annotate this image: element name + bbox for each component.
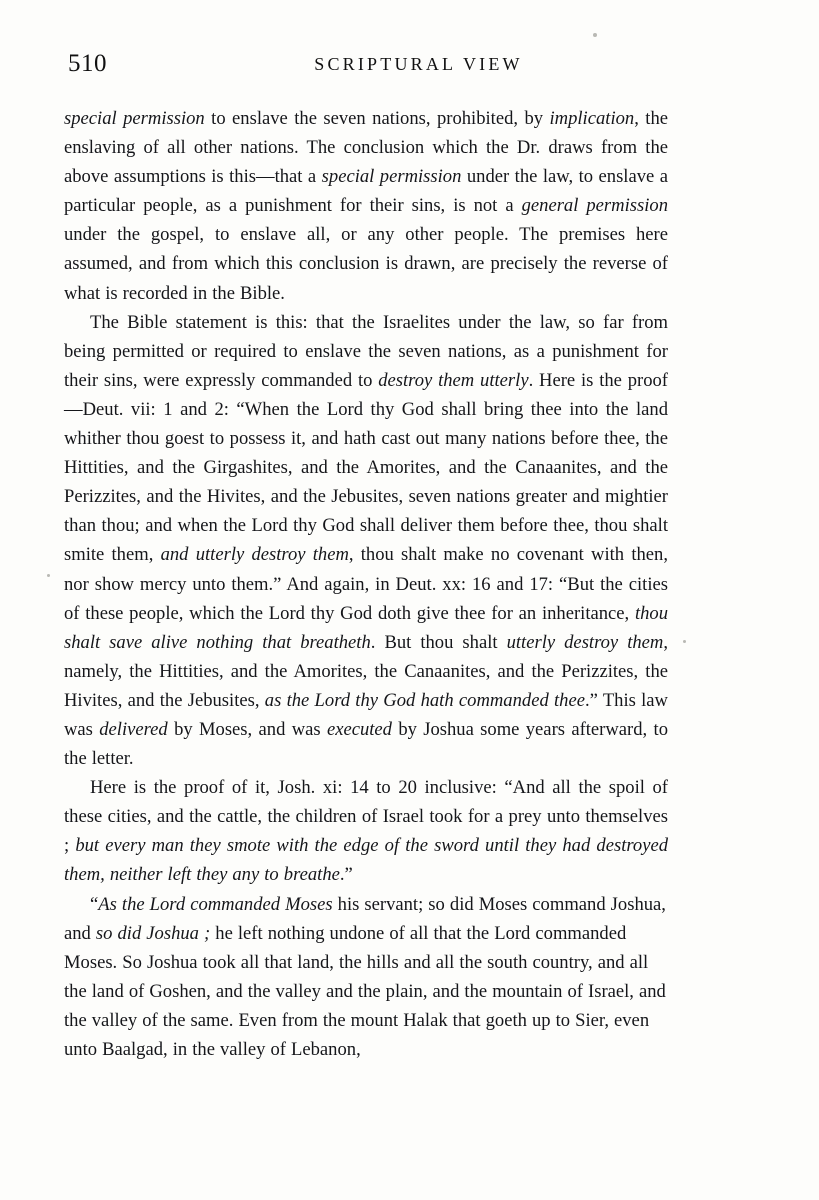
text-run: .” bbox=[339, 864, 353, 886]
emphasis-run: general permission bbox=[521, 195, 668, 217]
emphasis-run: delivered bbox=[99, 718, 168, 740]
emphasis-run: destroy them utterly bbox=[378, 369, 529, 391]
scan-speck bbox=[683, 640, 686, 643]
para-1 bbox=[64, 104, 668, 308]
text-run: under the law, to enslave a particular people, as a punishment for their sins, is not a bbox=[64, 166, 668, 217]
emphasis-run: utterly destroy them bbox=[506, 631, 664, 653]
scan-speck bbox=[593, 33, 597, 37]
text-run: . But thou shalt bbox=[370, 631, 507, 653]
text-run: by Joshua some years afterward, to the letter. bbox=[64, 718, 668, 770]
text-run: , the enslaving of all other nations. The conclusion which the Dr. draws from the above assumptions is this—that a bbox=[64, 108, 669, 188]
emphasis-run: executed bbox=[326, 718, 392, 740]
text-run: . Here is the proof—Deut. vii: 1 and 2: “When the Lord thy God shall bring thee into the land whither thou goest to possess it, and hath cast out many nations before thee, the Hittities, and the Girgashites, and the Amorites, and the Canaanites, and the Perizzites, and the Hivites, and the Jebusites, seven nations greater and mightier than thou; and when the Lord thy God shall deliver them before thee, thou shalt smite them, bbox=[64, 369, 668, 566]
emphasis-run: special permission bbox=[321, 166, 462, 188]
text-run: The Bible statement is this: that the Israelites under the law, so far from being permitted or required to enslave the seven nations, as a punishment for their sins, were expressly commanded to bbox=[64, 311, 668, 391]
emphasis-run: implication bbox=[549, 108, 635, 129]
text-run: his servant; so did Moses command Joshua, and bbox=[64, 893, 666, 944]
page-body-text bbox=[64, 104, 668, 1064]
emphasis-run: As the Lord commanded Moses bbox=[98, 893, 333, 915]
para-3 bbox=[64, 773, 668, 889]
scan-speck bbox=[47, 574, 50, 577]
page-number: 510 bbox=[68, 50, 107, 77]
text-run: Here is the proof of it, Josh. xi: 14 to 20 inclusive: “And all the spoil of these cities, and the cattle, the children of Israel took for a prey unto themselves ; bbox=[64, 777, 668, 857]
text-run: “ bbox=[90, 893, 99, 915]
emphasis-run: and utterly destroy them bbox=[160, 544, 349, 566]
text-run: he left nothing undone of all that the Lord commanded Moses. So Joshua took all that land, the hills and all the south country, and all the land of Goshen, and the valley and the plain, and the mountain of Israel, and the valley of the same. Even from the mount Halak that goeth up to Sier, even unto Baalgad, in the valley of Lebanon, bbox=[64, 922, 666, 1060]
emphasis-run: as the Lord thy God hath commanded thee bbox=[264, 689, 585, 711]
text-run: under the gospel, to enslave all, or any other people. The premises here assumed, and from which this conclusion is drawn, are precisely the reverse of what is recorded in the Bible. bbox=[64, 224, 668, 304]
emphasis-run: so did Joshua ; bbox=[95, 922, 211, 944]
text-run: , thou shalt make no covenant with then, nor show mercy unto them.” And again, in Deut. xx: 16 and 17: “But the cities of these people, which the Lord thy God doth give thee for an inheritance, bbox=[64, 544, 668, 624]
text-run: by Moses, and was bbox=[167, 718, 327, 740]
running-head: SCRIPTURAL VIEW bbox=[314, 54, 523, 74]
emphasis-run: thou shalt save alive nothing that breatheth bbox=[64, 602, 668, 653]
emphasis-run: but every man they smote with the edge of the sword until they had destroyed them, neither left they any to breathe bbox=[64, 835, 668, 886]
emphasis-run: special permission bbox=[64, 108, 205, 129]
text-run: , namely, the Hittities, and the Amorites, the Canaanites, and the Perizzites, the Hivites, and the Jebusites, bbox=[64, 631, 669, 711]
para-2 bbox=[64, 308, 668, 774]
text-run: to enslave the seven nations, prohibited, by bbox=[204, 108, 550, 129]
para-4 bbox=[64, 890, 668, 1065]
text-run: .” This law was bbox=[64, 689, 668, 740]
page-header bbox=[68, 50, 751, 82]
